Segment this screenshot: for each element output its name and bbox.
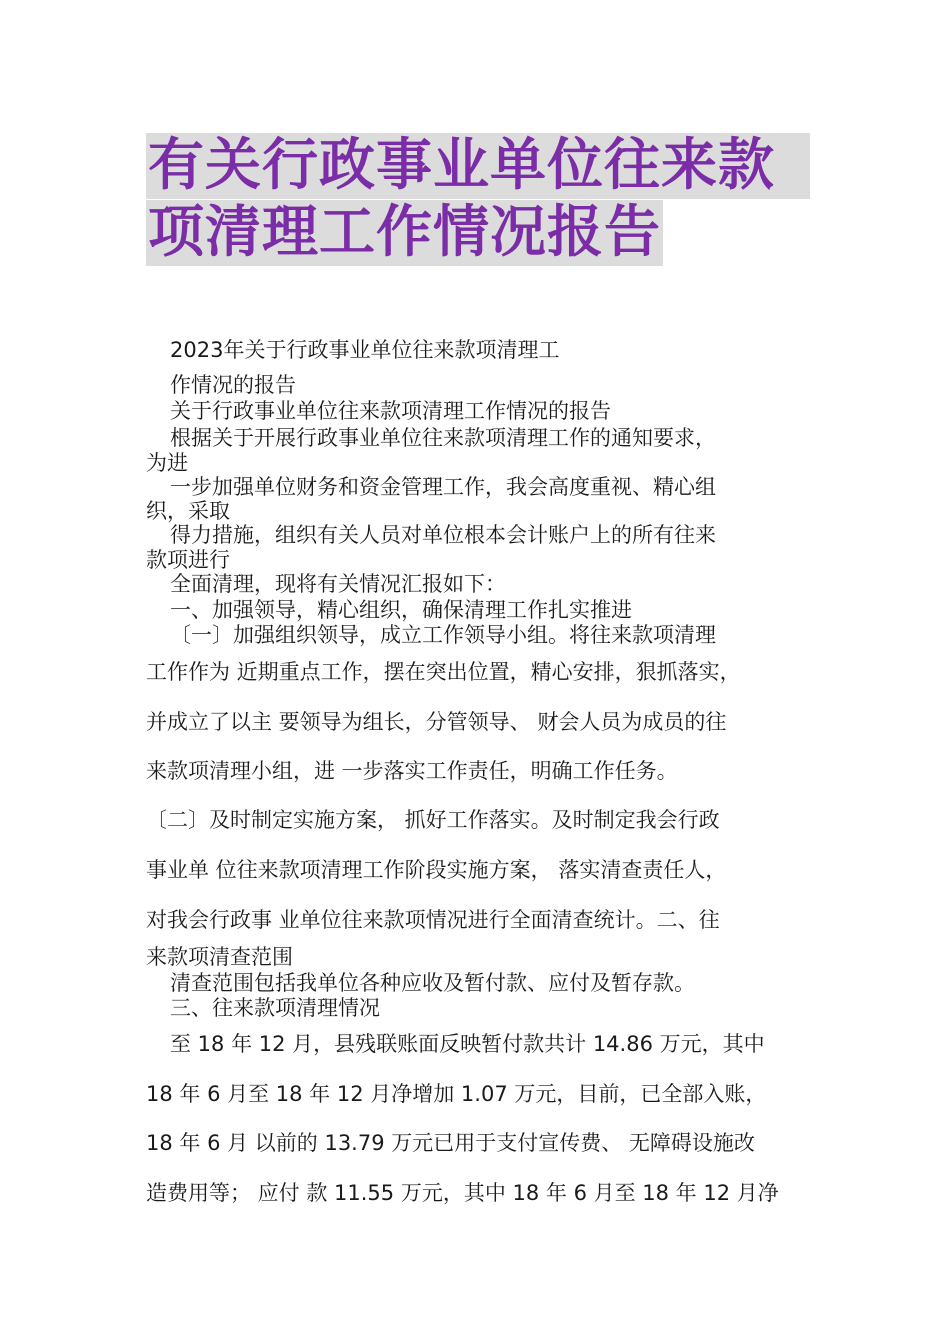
- paragraph-line: 得力措施，组织有关人员对单位根本会计账户上的所有往来: [170, 523, 716, 547]
- paragraph-line: 18 年 6 月至 18 年 12 月净增加 1.07 万元，目前，已全部入账，: [146, 1082, 767, 1106]
- paragraph-line: 2023年关于行政事业单位往来款项清理工: [170, 338, 560, 362]
- document-title-line-2: 项清理工作情况报告: [148, 200, 661, 265]
- paragraph-line: 来款项清理小组，进 一步落实工作责任，明确工作任务。: [146, 759, 678, 783]
- paragraph-line: 关于行政事业单位往来款项清理工作情况的报告: [170, 399, 611, 423]
- paragraph-line: 并成立了以主 要领导为组长，分管领导、 财会人员为成员的往: [146, 710, 727, 734]
- section-heading: 来款项清查范围: [146, 945, 293, 969]
- document-title-line-1: 有关行政事业单位往来款: [146, 133, 810, 199]
- paragraph-line: 18 年 6 月 以前的 13.79 万元已用于支付宣传费、 无障碍设施改: [146, 1131, 755, 1155]
- paragraph-line: 一步加强单位财务和资金管理工作，我会高度重视、精心组: [170, 475, 716, 499]
- paragraph-line: 全面清理，现将有关情况汇报如下：: [170, 572, 506, 596]
- paragraph-line: 对我会行政事 业单位往来款项情况进行全面清查统计。二、往: [146, 908, 720, 932]
- section-heading: 三、往来款项清理情况: [170, 996, 380, 1020]
- paragraph-line: 织，采取: [146, 499, 230, 523]
- paragraph-line: 作情况的报告: [170, 373, 296, 397]
- paragraph-line: 事业单 位往来款项清理工作阶段实施方案， 落实清查责任人，: [146, 858, 727, 882]
- paragraph-line: 清查范围包括我单位各种应收及暂付款、应付及暂存款。: [170, 971, 695, 995]
- paragraph-line: 至 18 年 12 月，县残联账面反映暂付款共计 14.86 万元，其中: [170, 1032, 765, 1056]
- paragraph-line: 〔二〕及时制定实施方案， 抓好工作落实。及时制定我会行政: [146, 808, 720, 832]
- section-heading: 一、加强领导，精心组织，确保清理工作扎实推进: [170, 598, 632, 622]
- paragraph-line: 根据关于开展行政事业单位往来款项清理工作的通知要求，: [170, 426, 716, 450]
- paragraph-line: 造费用等； 应付 款 11.55 万元，其中 18 年 6 月至 18 年 12 月净: [146, 1181, 779, 1205]
- paragraph-line: 工作作为 近期重点工作，摆在突出位置，精心安排，狠抓落实，: [146, 660, 741, 684]
- paragraph-line: 款项进行: [146, 548, 230, 572]
- paragraph-line: 〔一〕加强组织领导，成立工作领导小组。将往来款项清理: [170, 623, 716, 647]
- paragraph-line: 为进: [146, 451, 188, 475]
